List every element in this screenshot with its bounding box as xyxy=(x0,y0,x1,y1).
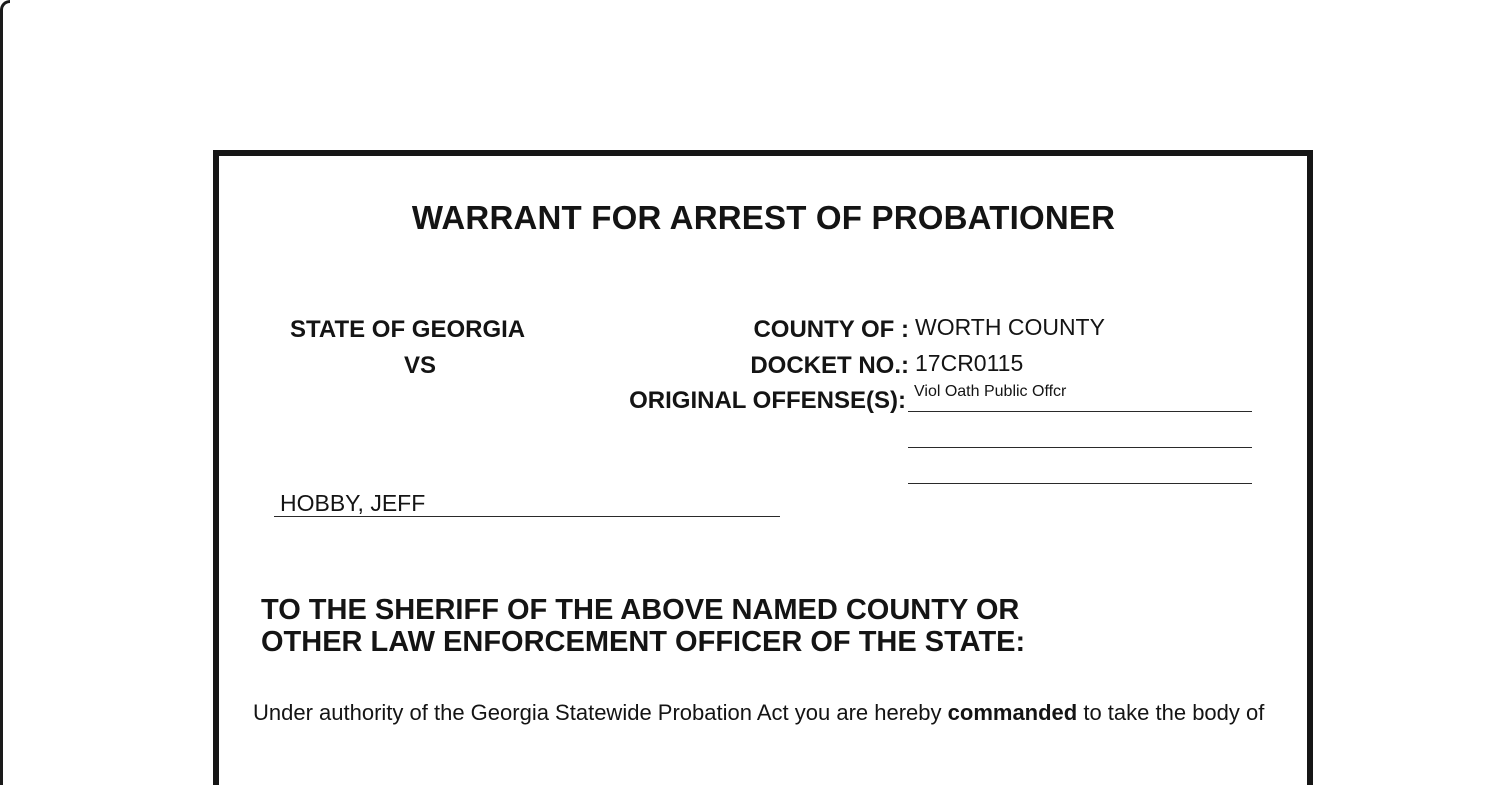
offense-line-2 xyxy=(908,447,1252,448)
docket-label: DOCKET NO.: xyxy=(750,352,909,379)
state-label: STATE OF GEORGIA xyxy=(290,316,526,343)
vs-label: VS xyxy=(404,352,437,379)
offense-line-3 xyxy=(908,483,1252,484)
sheriff-address-line-1: TO THE SHERIFF OF THE ABOVE NAMED COUNTY OR xyxy=(261,594,1020,626)
original-offense-label: ORIGINAL OFFENSE(S): xyxy=(629,387,906,414)
county-value: WORTH COUNTY xyxy=(915,314,1105,340)
defendant-name-line xyxy=(274,516,780,517)
authority-text-start: Under authority of the Georgia Statewide Probation Act you are hereby xyxy=(253,700,948,725)
offense-line-1 xyxy=(908,411,1252,412)
docket-number-value: 17CR0115 xyxy=(915,350,1024,376)
original-offense-value: Viol Oath Public Offcr xyxy=(914,383,1067,400)
authority-text-end: to take the body of xyxy=(1077,700,1265,725)
authority-paragraph xyxy=(253,700,1283,726)
document-title: WARRANT FOR ARREST OF PROBATIONER xyxy=(411,199,1116,236)
defendant-name: HOBBY, JEFF xyxy=(280,490,426,516)
authority-text-commanded: commanded xyxy=(947,700,1078,725)
sheriff-address xyxy=(261,594,1161,658)
scan-page-edge xyxy=(0,0,10,785)
sheriff-address-line-2: OTHER LAW ENFORCEMENT OFFICER OF THE STATE: xyxy=(261,626,1026,658)
warrant-form-border xyxy=(213,150,1313,785)
county-label: COUNTY OF : xyxy=(753,316,909,343)
